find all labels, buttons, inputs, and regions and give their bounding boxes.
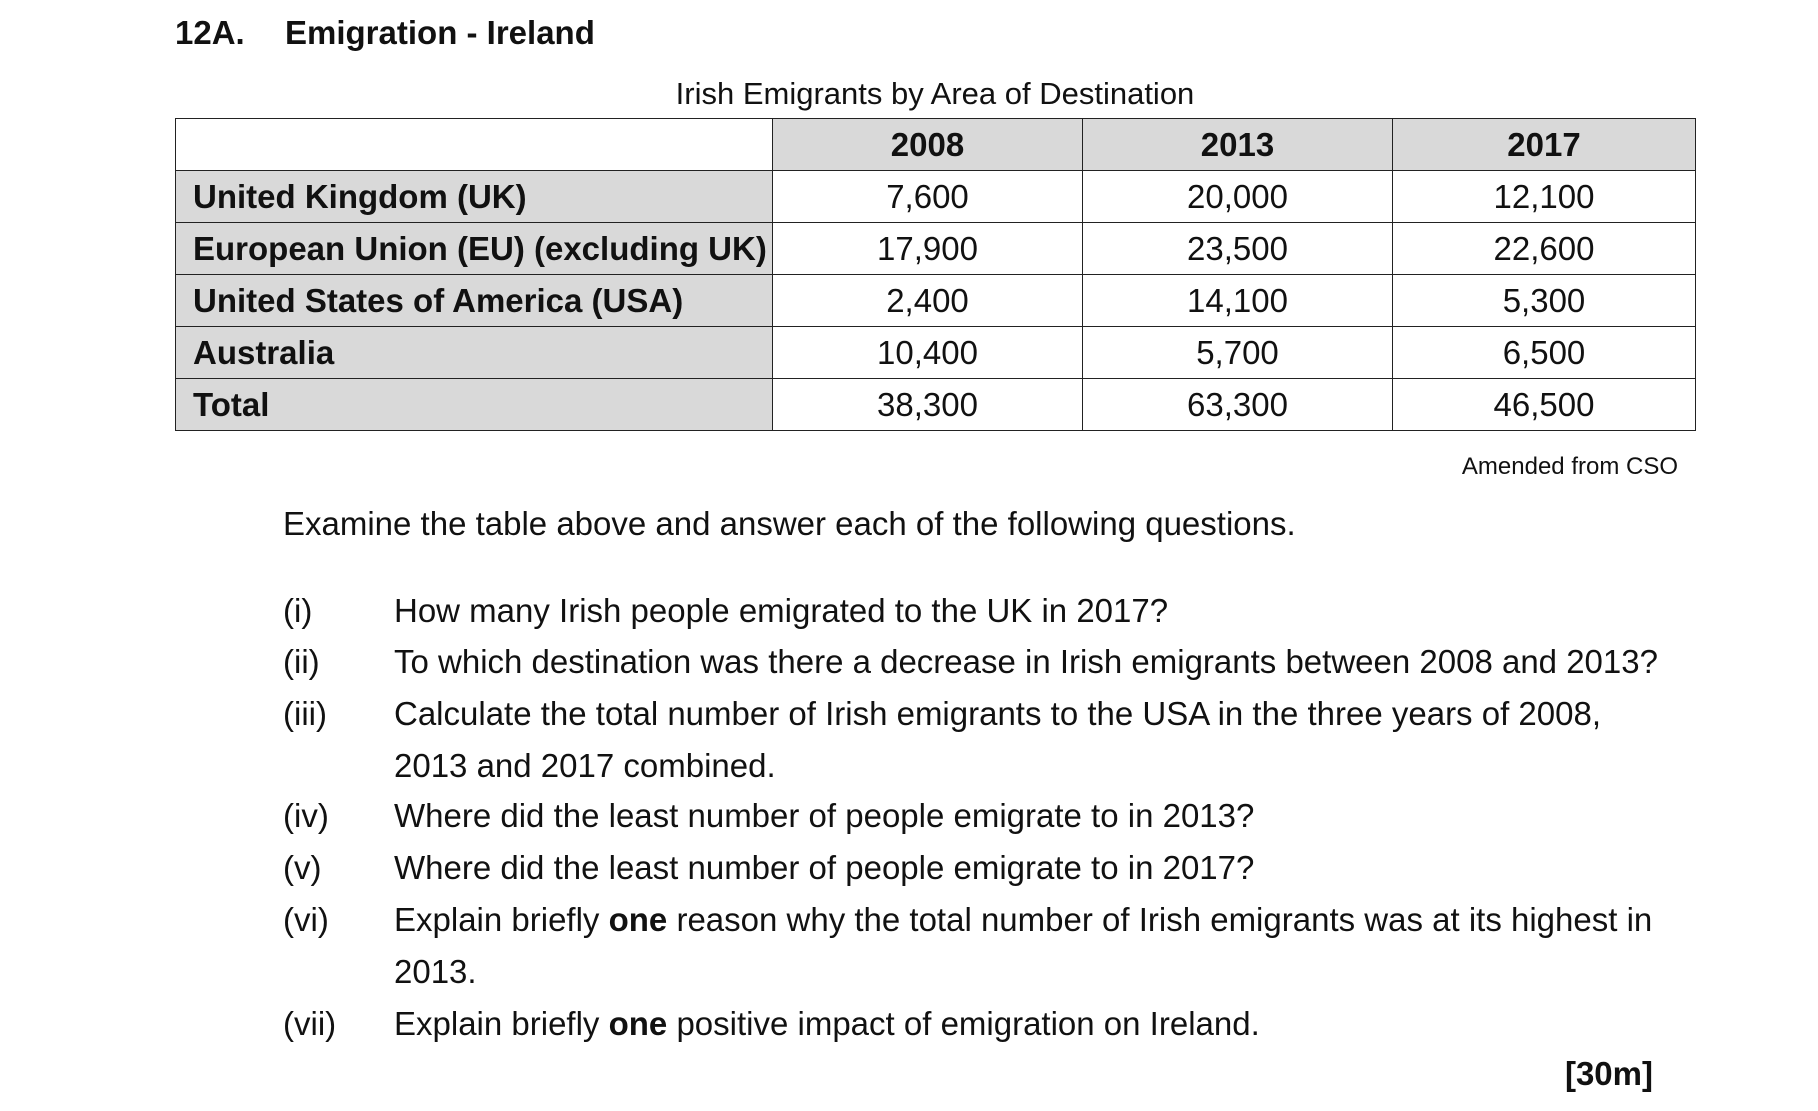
question-label: (i): [283, 592, 313, 629]
question-label: (v): [283, 849, 322, 886]
column-header: 2017: [1393, 119, 1696, 171]
question-text-part: Explain briefly: [394, 1005, 609, 1042]
question-label: (iv): [283, 797, 329, 834]
question-text: How many Irish people emigrated to the UK in 2017?: [394, 592, 1169, 629]
table-source: Amended from CSO: [1461, 453, 1678, 480]
table-cell: 5,300: [1393, 275, 1696, 327]
question-text-part: positive impact of emigration on Ireland.: [667, 1005, 1260, 1042]
table-corner-cell: [176, 119, 773, 171]
question-emphasis: one: [608, 1005, 668, 1042]
table-cell: 6,500: [1393, 327, 1696, 379]
column-header: 2008: [773, 119, 1083, 171]
table-cell: 17,900: [773, 223, 1083, 275]
table-cell: 14,100: [1083, 275, 1393, 327]
question-title: Emigration - Ireland: [285, 14, 595, 51]
question-label: (iii): [283, 695, 327, 732]
question-number: 12A.: [175, 14, 245, 51]
question-text: Where did the least number of people emigrate to in 2013?: [394, 797, 1255, 834]
table-cell: 22,600: [1393, 223, 1696, 275]
table-cell: 12,100: [1393, 171, 1696, 223]
instruction-text: Examine the table above and answer each of the following questions.: [283, 505, 1296, 542]
question-text: Calculate the total number of Irish emigrants to the USA in the three years of 2008, 2013 and 2017 combined.: [394, 695, 1601, 784]
question-label: (ii): [283, 643, 320, 680]
question-text-part: Explain briefly: [394, 901, 609, 938]
column-header: 2013: [1083, 119, 1393, 171]
question-text: To which destination was there a decrease in Irish emigrants between 2008 and 2013?: [394, 643, 1658, 680]
row-header: European Union (EU) (excluding UK): [176, 223, 773, 275]
question-text: [394, 998, 1794, 1050]
question-label: (vii): [283, 1005, 337, 1042]
question-text: [394, 894, 1684, 998]
emigrants-table: [175, 118, 1696, 431]
table-cell: 46,500: [1393, 379, 1696, 431]
table-caption: Irish Emigrants by Area of Destination: [675, 76, 1195, 111]
table-row: [176, 223, 1696, 275]
row-header: United States of America (USA): [176, 275, 773, 327]
table-cell: 20,000: [1083, 171, 1393, 223]
table-cell: 7,600: [773, 171, 1083, 223]
table-row: [176, 171, 1696, 223]
table-total-row: [176, 379, 1696, 431]
table-cell: 38,300: [773, 379, 1083, 431]
table-cell: 63,300: [1083, 379, 1393, 431]
table-cell: 5,700: [1083, 327, 1393, 379]
question-text: Where did the least number of people emigrate to in 2017?: [394, 849, 1255, 886]
table-cell: 23,500: [1083, 223, 1393, 275]
question-emphasis: one: [608, 901, 668, 938]
question-heading: [175, 14, 595, 52]
table-row: [176, 327, 1696, 379]
table-row: [176, 275, 1696, 327]
row-header: Total: [176, 379, 773, 431]
question-label: (vi): [283, 901, 329, 938]
table-header-row: [176, 119, 1696, 171]
row-header: United Kingdom (UK): [176, 171, 773, 223]
row-header: Australia: [176, 327, 773, 379]
marks-label: [30m]: [1564, 1055, 1653, 1092]
table-cell: 2,400: [773, 275, 1083, 327]
table-cell: 10,400: [773, 327, 1083, 379]
question-text-part: reason why the total number of Irish emigrants was at its highest in 2013.: [394, 901, 1653, 990]
